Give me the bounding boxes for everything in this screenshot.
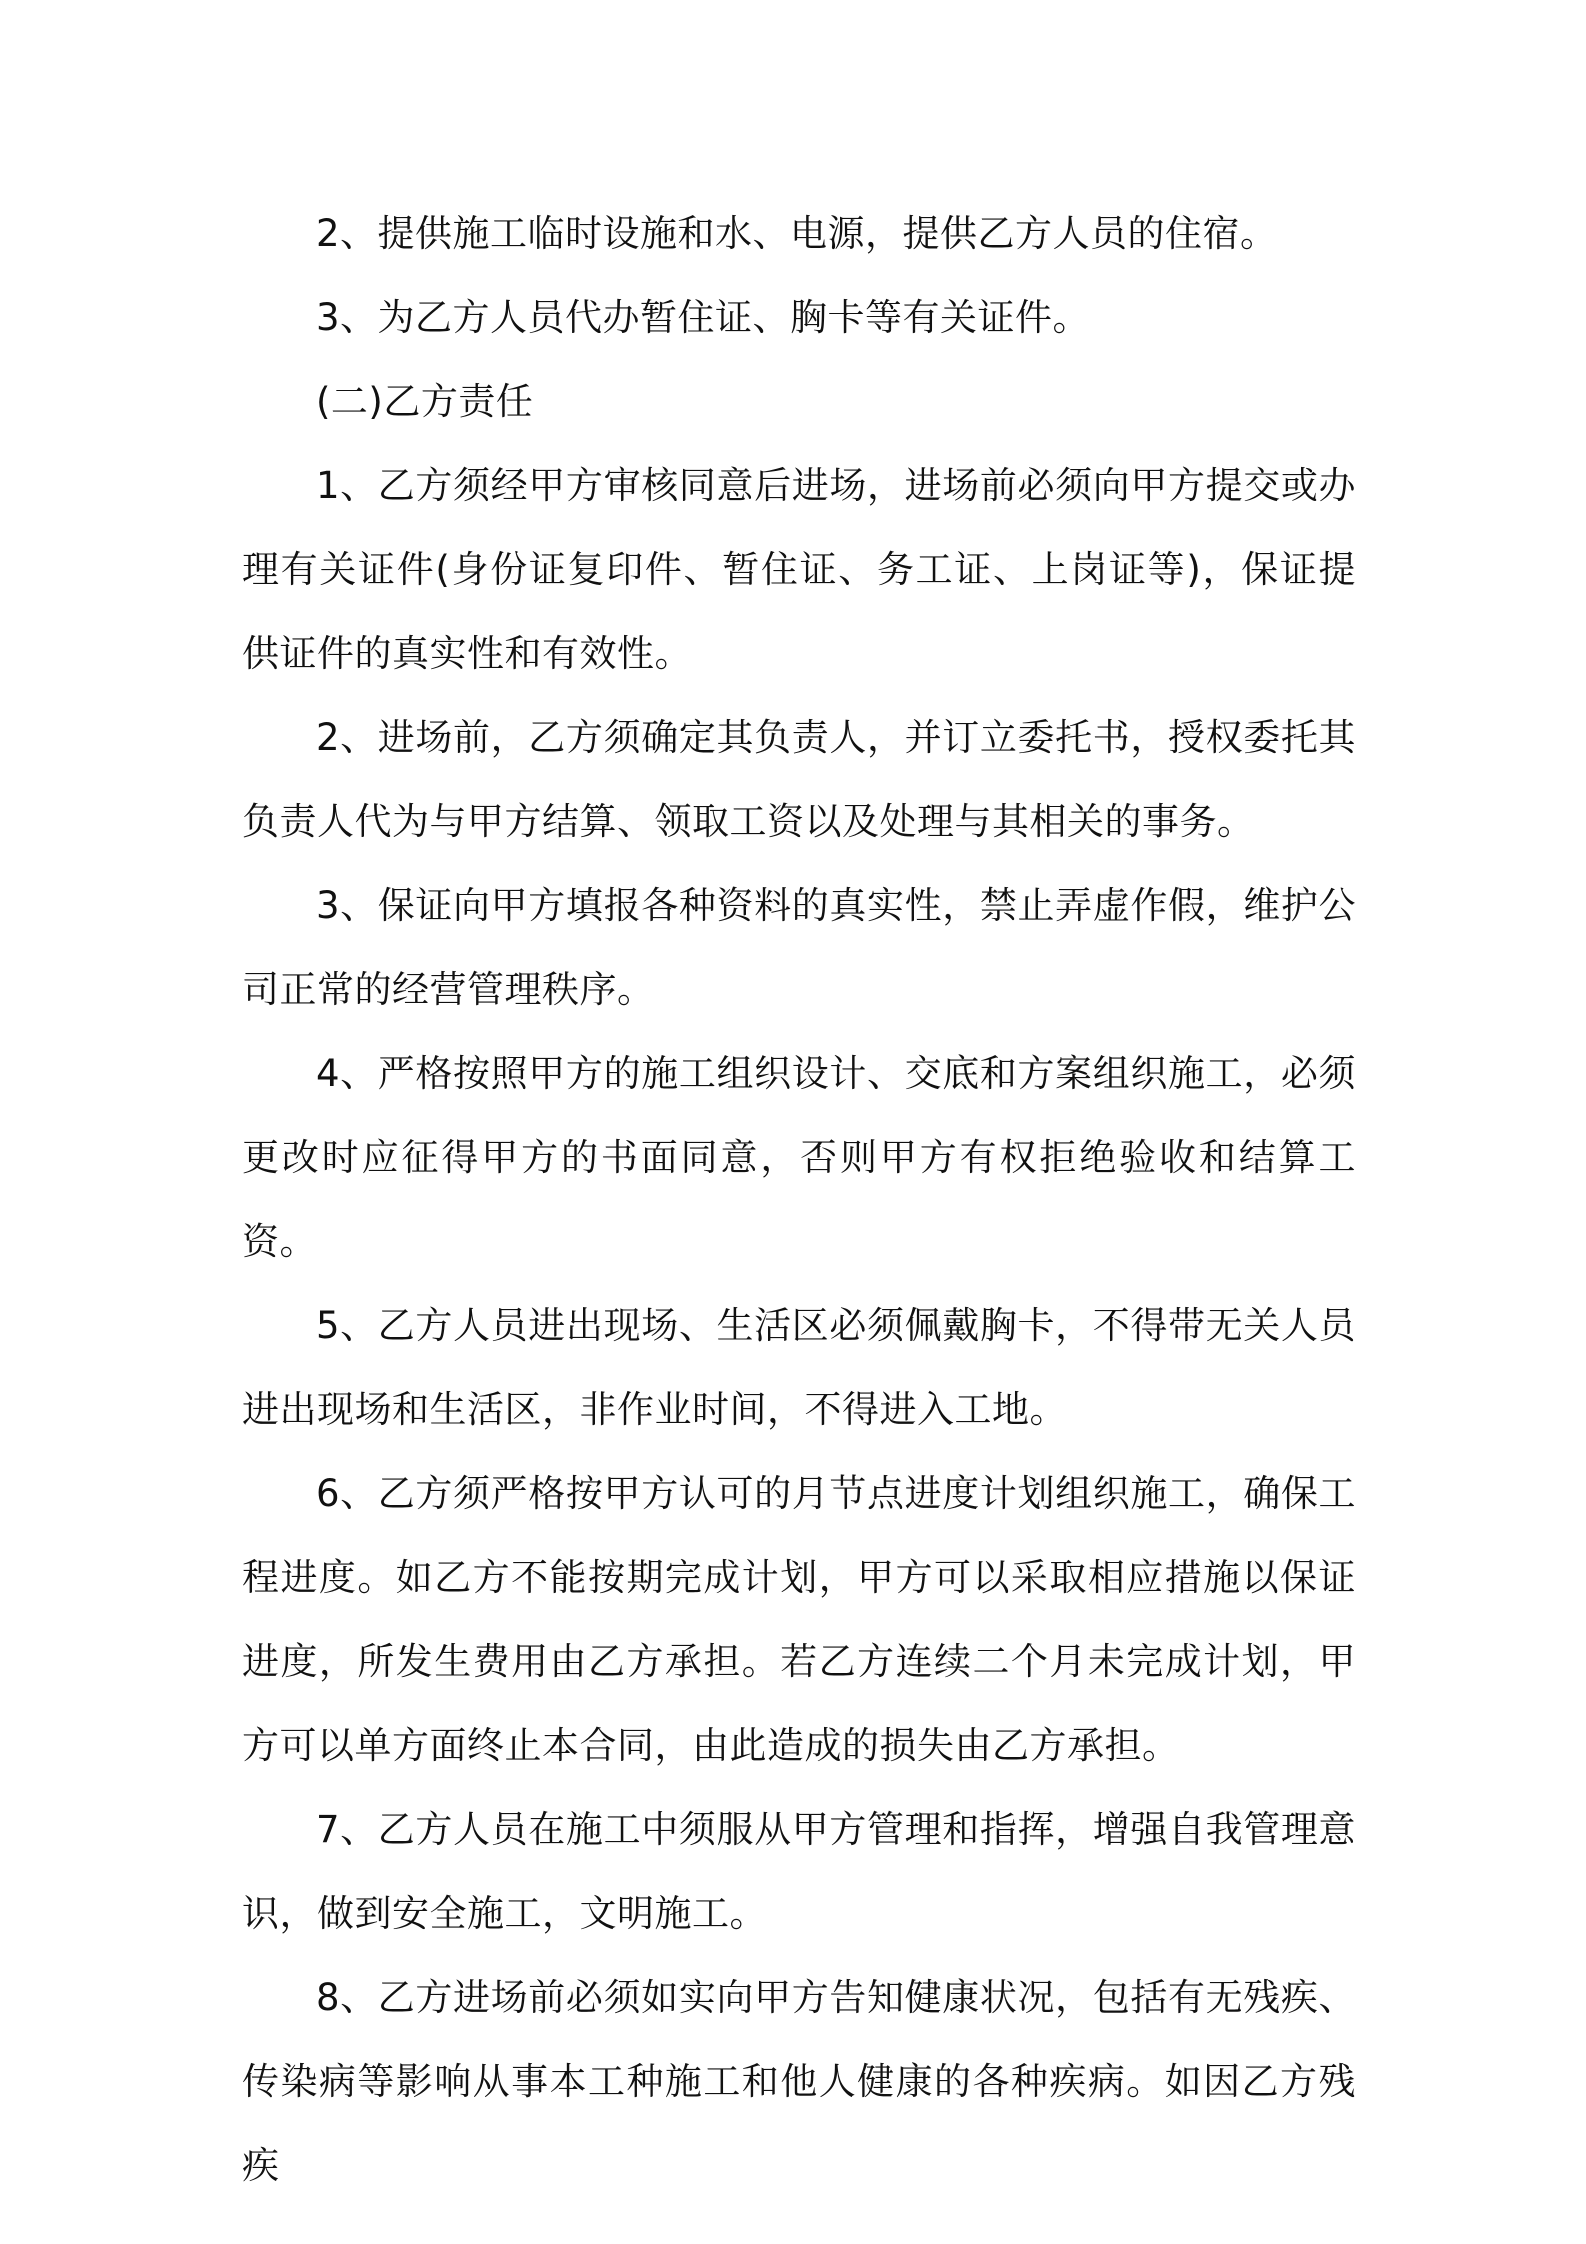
paragraph-b-clause-7: 7、乙方人员在施工中须服从甲方管理和指挥，增强自我管理意识，做到安全施工，文明施工。 [242,1808,1356,1935]
paragraph-b-clause-8: 8、乙方进场前必须如实向甲方告知健康状况，包括有无残疾、传染病等影响从事本工种施工和他人健康的各种疾病。如因乙方残疾 [242,1976,1356,2187]
paragraph-clause-2: 2、提供施工临时设施和水、电源，提供乙方人员的住宿。 [316,212,1278,255]
paragraph-b-clause-1: 1、乙方须经甲方审核同意后进场，进场前必须向甲方提交或办理有关证件(身份证复印件、暂住证、务工证、上岗证等)，保证提供证件的真实性和有效性。 [242,464,1356,675]
section-heading-party-b: (二)乙方责任 [316,380,534,423]
paragraph-b-clause-2: 2、进场前，乙方须确定其负责人，并订立委托书，授权委托其负责人代为与甲方结算、领取工资以及处理与其相关的事务。 [242,716,1356,843]
paragraph-b-clause-6: 6、乙方须严格按甲方认可的月节点进度计划组织施工，确保工程进度。如乙方不能按期完成计划，甲方可以采取相应措施以保证进度，所发生费用由乙方承担。若乙方连续二个月未完成计划，甲方可以单方面终止本合同，由此造成的损失由乙方承担。 [242,1472,1356,1767]
document-body [242,192,1356,2208]
paragraph-b-clause-5: 5、乙方人员进出现场、生活区必须佩戴胸卡，不得带无关人员进出现场和生活区，非作业时间，不得进入工地。 [242,1304,1356,1431]
paragraph-b-clause-4: 4、严格按照甲方的施工组织设计、交底和方案组织施工，必须更改时应征得甲方的书面同意，否则甲方有权拒绝验收和结算工资。 [242,1052,1356,1263]
paragraph-b-clause-3: 3、保证向甲方填报各种资料的真实性，禁止弄虚作假，维护公司正常的经营管理秩序。 [242,884,1356,1011]
paragraph-clause-3: 3、为乙方人员代办暂住证、胸卡等有关证件。 [316,296,1091,339]
